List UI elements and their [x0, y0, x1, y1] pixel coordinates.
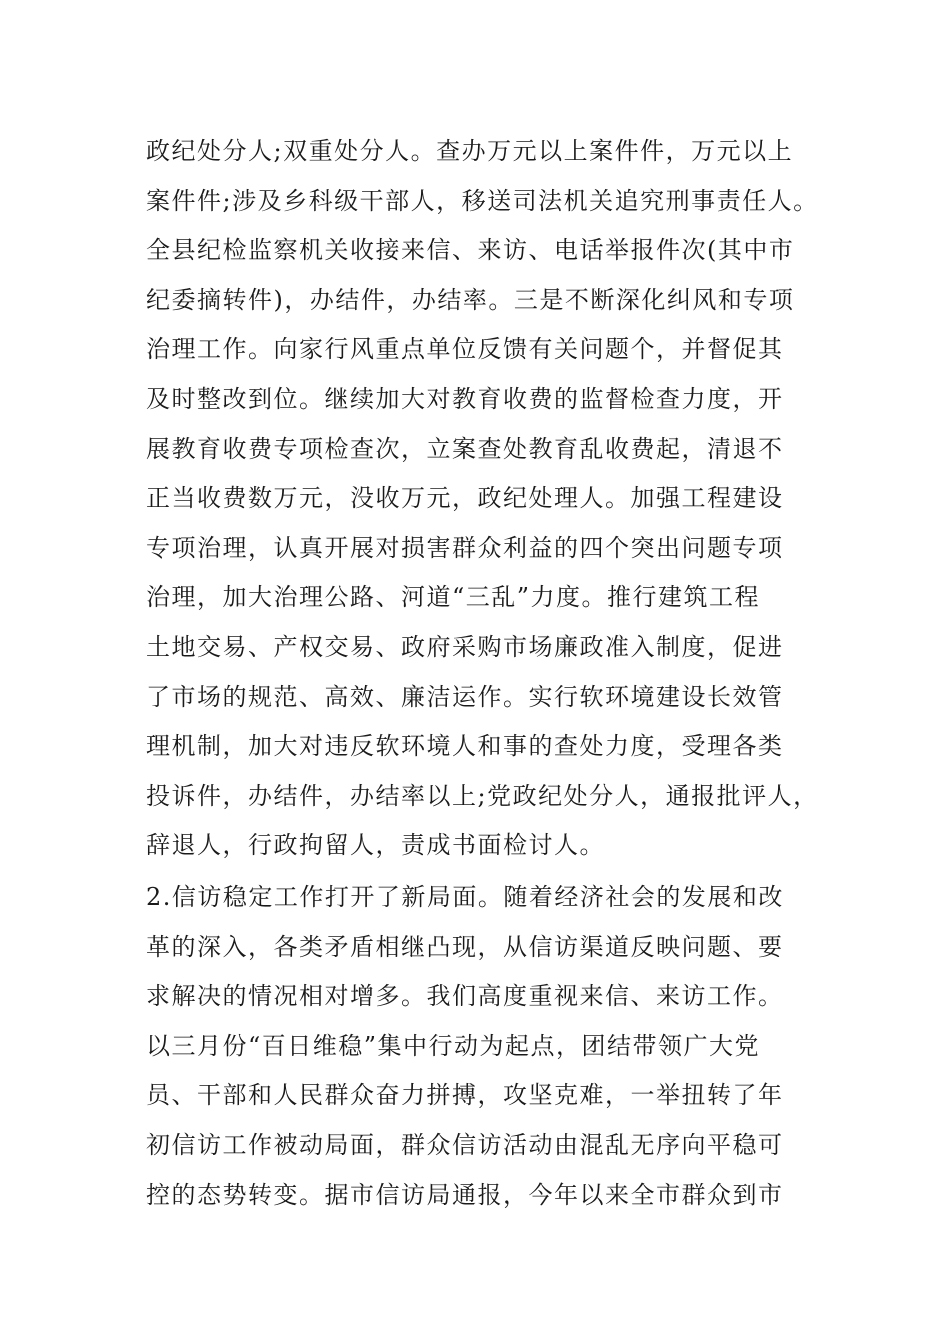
- text-line: 求解决的情况相对增多。我们高度重视来信、来访工作。: [146, 982, 784, 1011]
- text-line: 投诉件，办结件，办结率以上;党政纪处分人，通报批评人，: [146, 781, 819, 810]
- text-line: 革的深入，各类矛盾相继凸现，从信访渠道反映问题、要: [146, 932, 784, 961]
- text-line: 理机制，加大对违反软环境人和事的查处力度，受理各类: [146, 732, 784, 761]
- text-line: 案件件;涉及乡科级干部人，移送司法机关追究刑事责任人。: [146, 186, 819, 215]
- text-line: 治理工作。向家行风重点单位反馈有关问题个，并督促其: [146, 335, 784, 364]
- text-line: 以三月份“百日维稳”集中行动为起点，团结带领广大党: [146, 1031, 761, 1060]
- text-line: 专项治理，认真开展对损害群众利益的四个突出问题专项: [146, 533, 784, 562]
- text-line: 土地交易、产权交易、政府采购市场廉政准入制度，促进: [146, 632, 784, 661]
- text-line: 纪委摘转件)，办结件，办结率。三是不断深化纠风和专项: [146, 285, 795, 314]
- text-line: 治理，加大治理公路、河道“三乱”力度。推行建筑工程: [146, 583, 761, 612]
- text-line: 展教育收费专项检查次，立案查处教育乱收费起，清退不: [146, 434, 784, 463]
- text-line: 员、干部和人民群众奋力拼搏，攻坚克难，一举扭转了年: [146, 1081, 784, 1110]
- text-line: 正当收费数万元，没收万元，政纪处理人。加强工程建设: [146, 484, 784, 513]
- text-line: 初信访工作被动局面，群众信访活动由混乱无序向平稳可: [146, 1130, 784, 1159]
- text-line: 2.信访稳定工作打开了新局面。随着经济社会的发展和改: [146, 883, 784, 911]
- text-line: 了市场的规范、高效、廉洁运作。实行软环境建设长效管: [146, 682, 784, 711]
- text-line: 控的态势转变。据市信访局通报，今年以来全市群众到市: [146, 1180, 784, 1209]
- paragraph-1: [146, 127, 826, 871]
- text-line: 辞退人，行政拘留人，责成书面检讨人。: [146, 831, 605, 860]
- text-line: 全县纪检监察机关收接来信、来访、电话举报件次(其中市: [146, 236, 795, 265]
- text-line: 及时整改到位。继续加大对教育收费的监督检查力度，开: [146, 384, 784, 413]
- paragraph-2: [146, 873, 826, 1220]
- text-line: 政纪处分人;双重处分人。查办万元以上案件件，万元以上: [146, 137, 794, 165]
